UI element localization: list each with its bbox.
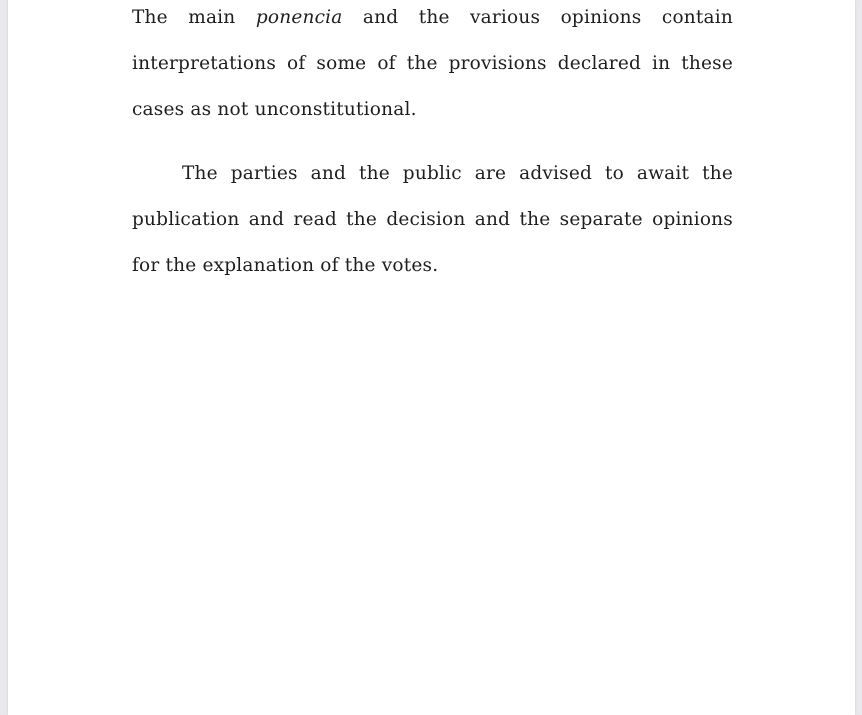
paragraph-line: [132, 6, 733, 30]
text-run: cases as not unconstitutional.: [132, 99, 417, 120]
paragraph-line: [132, 208, 733, 232]
document-page: [8, 0, 855, 715]
text-run: for the explanation of the votes.: [132, 255, 439, 276]
text-run: The parties and the public are advised to await the: [182, 163, 733, 184]
text-run: and the various opinions contain: [342, 7, 733, 28]
italic-term: ponencia: [255, 7, 343, 28]
text-run: publication and read the decision and the separate opinions: [132, 209, 733, 230]
text-run: The main: [132, 7, 256, 28]
paragraph-line: [132, 254, 733, 278]
paragraph-line: [132, 98, 733, 122]
text-run: interpretations of some of the provisions declared in these: [132, 53, 733, 74]
paragraph-line: [132, 52, 733, 76]
paragraph-line: [182, 162, 733, 186]
